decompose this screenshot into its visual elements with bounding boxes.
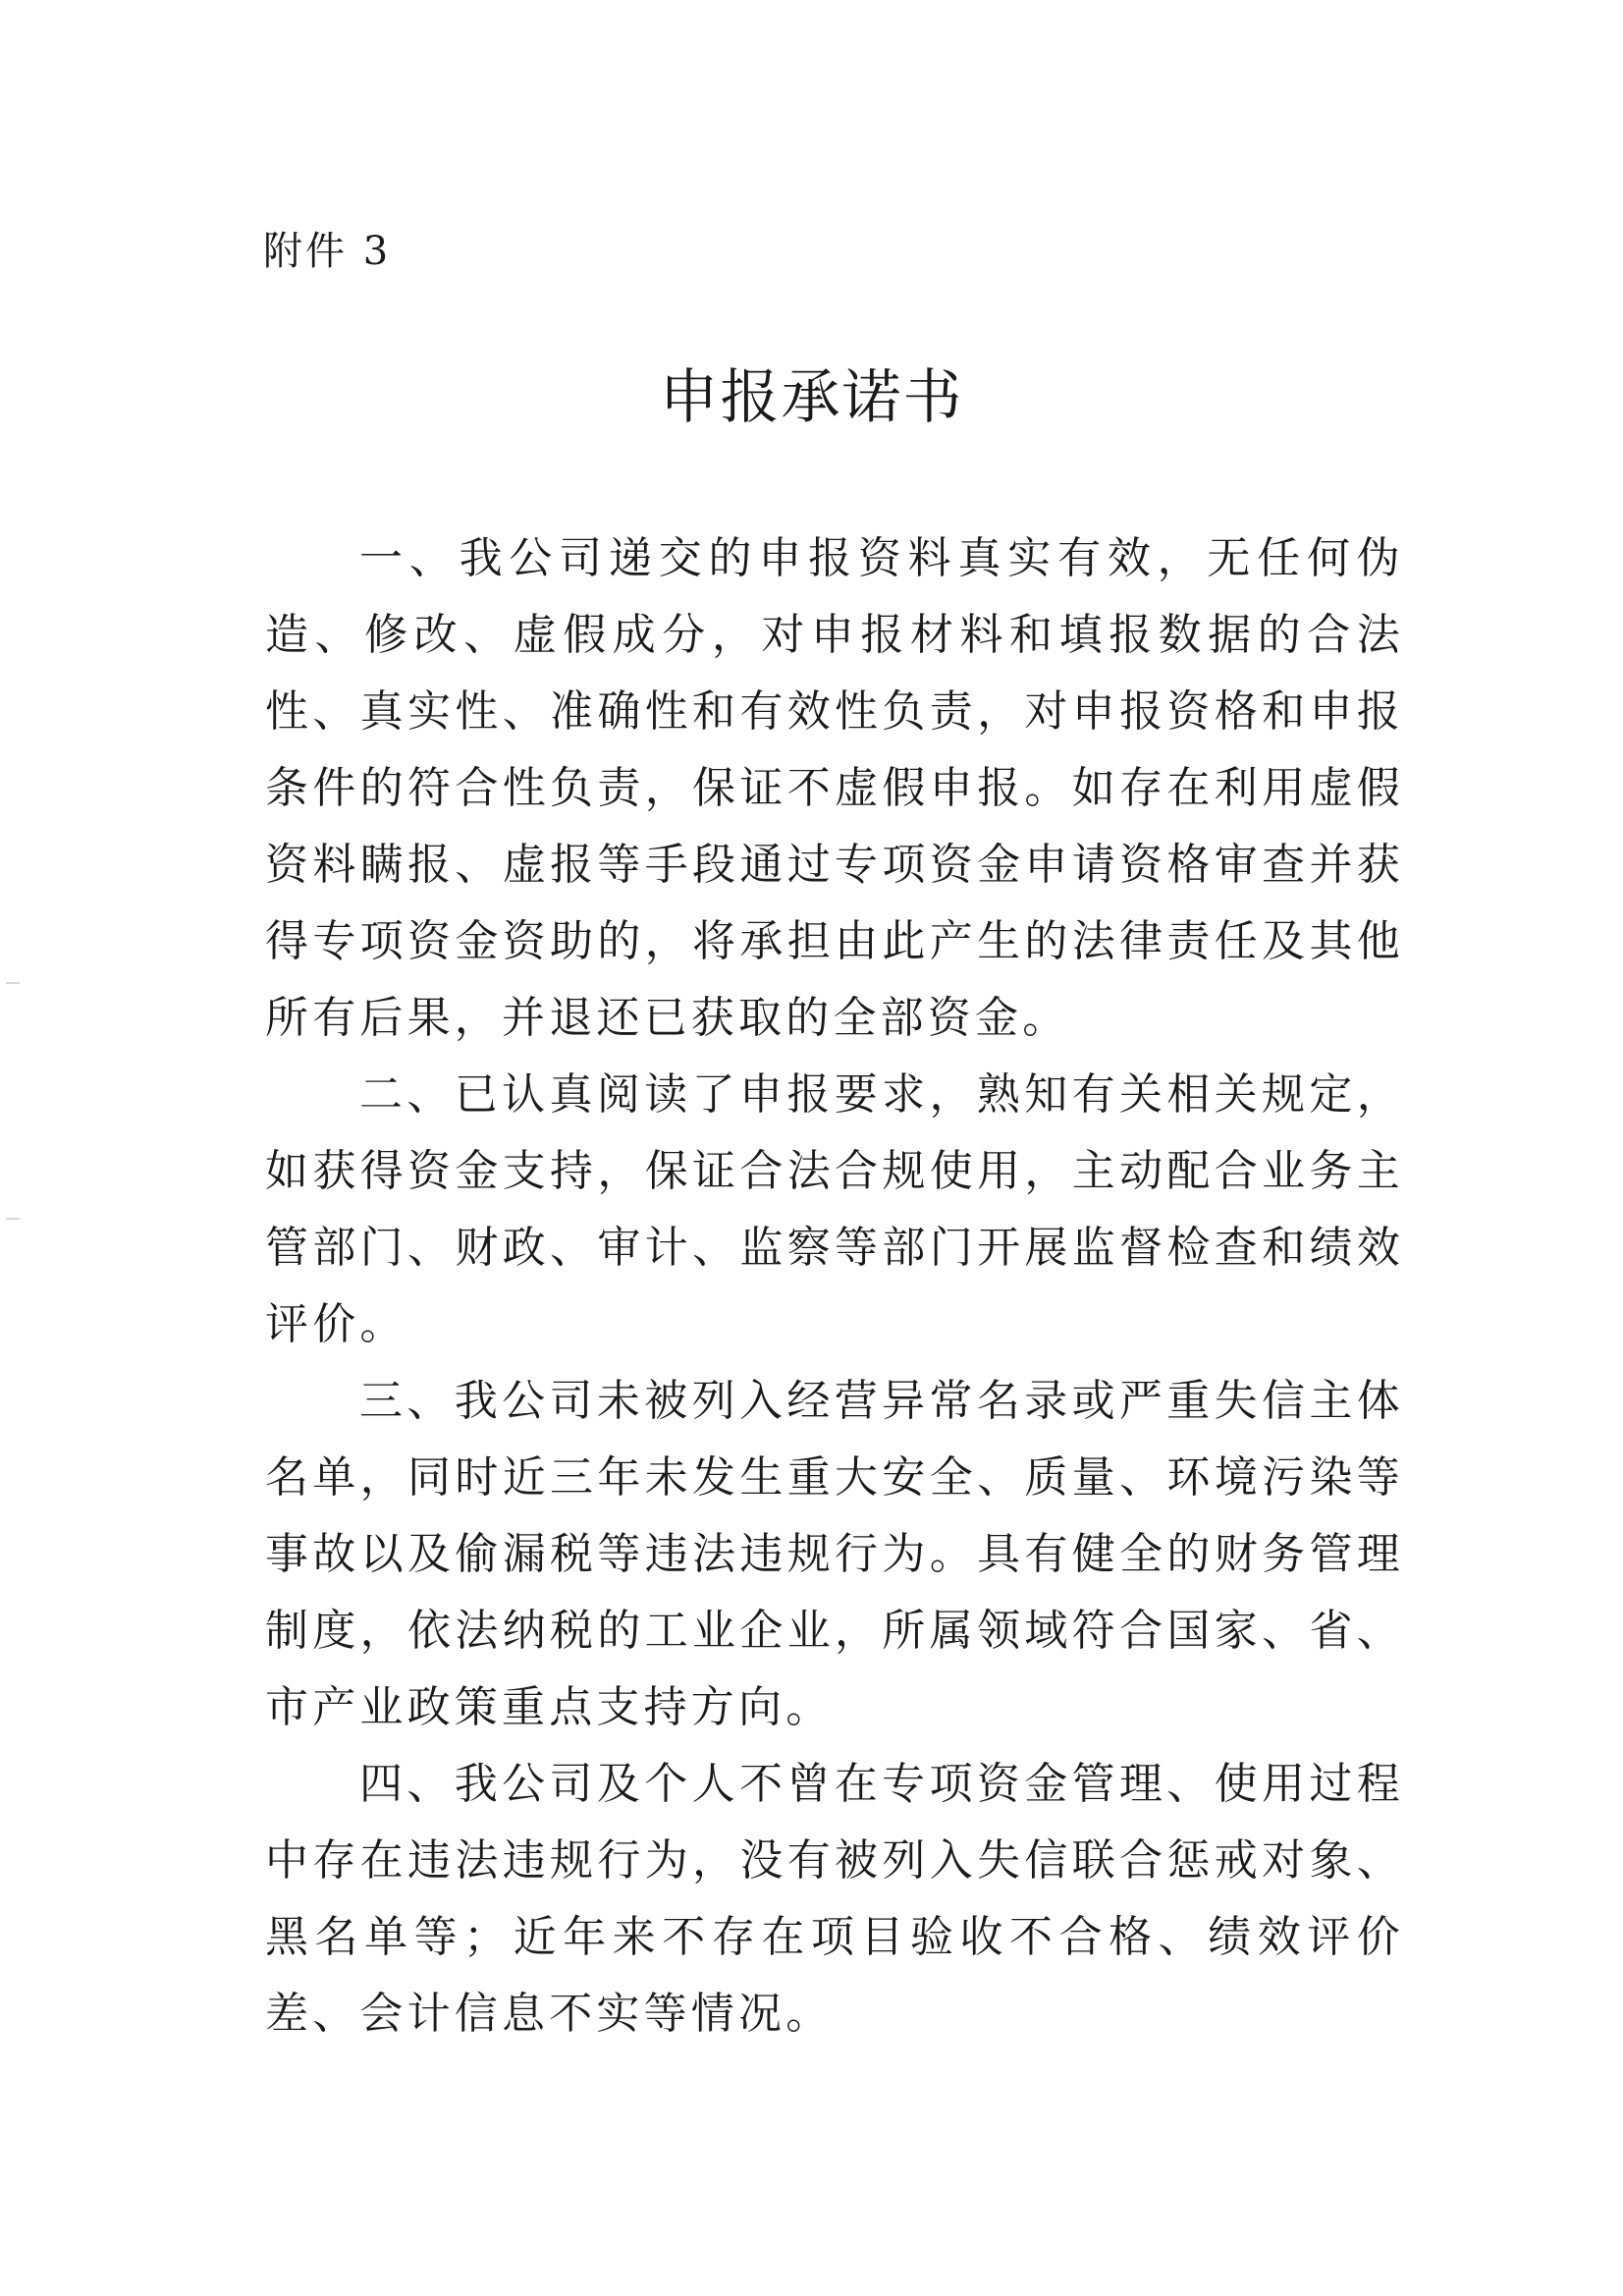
- scan-artifact: [6, 1218, 20, 1220]
- paragraph-4: 四、我公司及个人不曾在专项资金管理、使用过程中存在违法违规行为，没有被列入失信联合惩戒对象、黑名单等；近年来不存在项目验收不合格、绩效评价差、会计信息不实等情况。: [265, 1759, 1404, 2039]
- paragraph-1: 一、我公司递交的申报资料真实有效，无任何伪造、修改、虚假成分，对申报材料和填报数据的合法性、真实性、准确性和有效性负责，对申报资格和申报条件的符合性负责，保证不虚假申报。如存在利用虚假资料瞒报、虚报等手段通过专项资金申请资格审查并获得专项资金资助的，将承担由此产生的法律责任及其他所有后果，并退还已获取的全部资金。: [265, 533, 1404, 1043]
- document-body: [265, 520, 1404, 2052]
- attachment-label: 附件 3: [263, 229, 392, 274]
- document-title: 申报承诺书: [659, 363, 964, 432]
- scan-artifact: [6, 982, 20, 984]
- paragraph-2: 二、已认真阅读了申报要求，熟知有关相关规定，如获得资金支持，保证合法合规使用，主动配合业务主管部门、财政、审计、监察等部门开展监督检查和绩效评价。: [265, 1069, 1404, 1349]
- paragraph-3: 三、我公司未被列入经营异常名录或严重失信主体名单，同时近三年未发生重大安全、质量、环境污染等事故以及偷漏税等违法违规行为。具有健全的财务管理制度，依法纳税的工业企业，所属领域符合国家、省、市产业政策重点支持方向。: [265, 1376, 1404, 1732]
